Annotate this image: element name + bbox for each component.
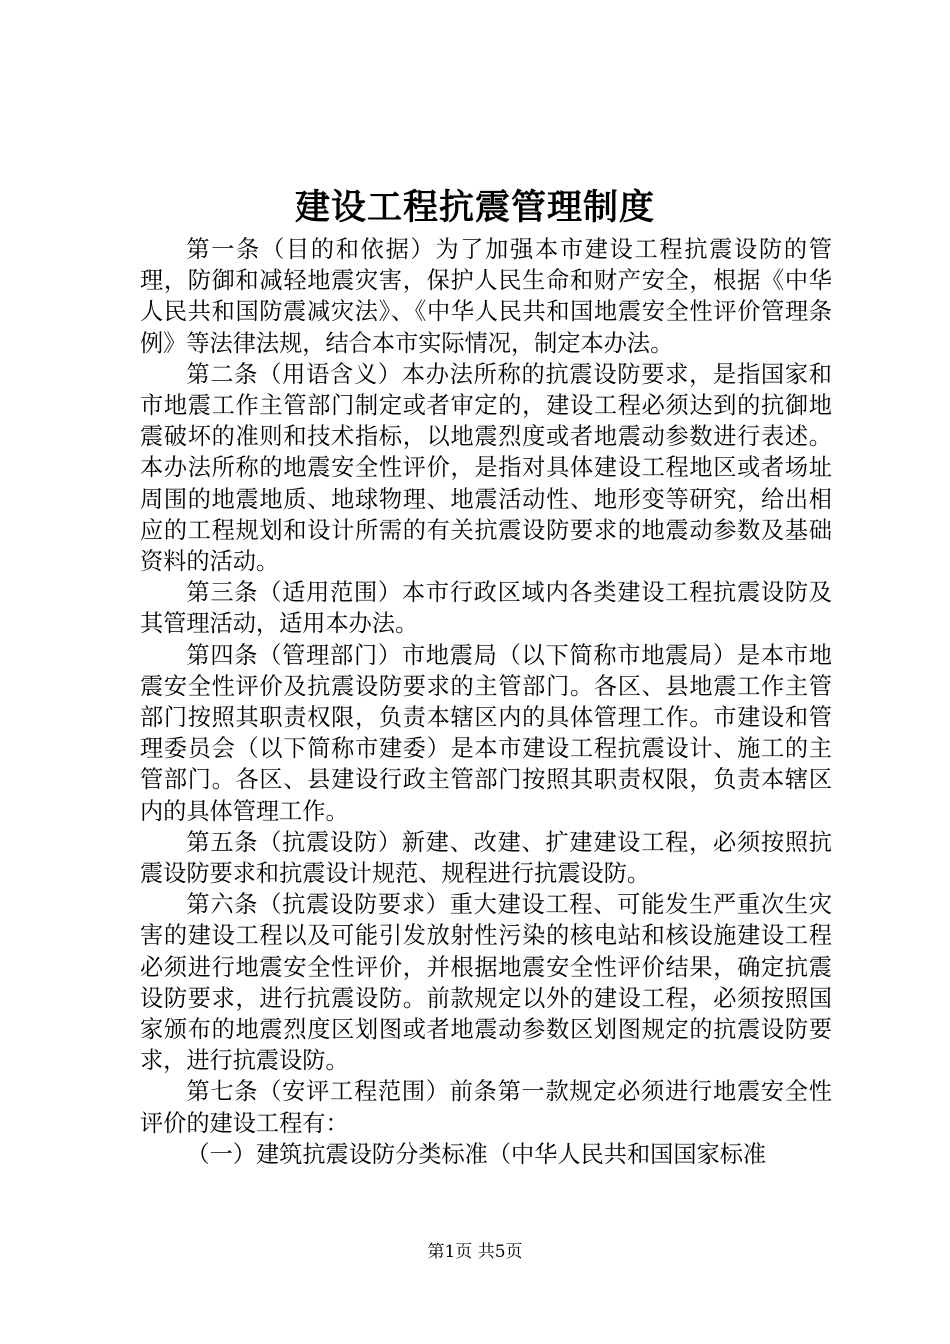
paragraph-article-4: 第四条（管理部门）市地震局（以下简称市地震局）是本市地震安全性评价及抗震设防要求的主管部门。各区、县地震工作主管部门按照其职责权限，负责本辖区内的具体管理工作。市建设和管理委员会（以下简称市建委）是本市建设工程抗震设计、施工的主管部门。各区、县建设行政主管部门按照其职责权限，负责本辖区内的具体管理工作。 (140, 641, 832, 825)
paragraph-article-1: 第一条（目的和依据）为了加强本市建设工程抗震设防的管理，防御和减轻地震灾害，保护人民生命和财产安全，根据《中华人民共和国防震减灾法》、《中华人民共和国地震安全性评价管理条例》等法律法规，结合本市实际情况，制定本办法。 (140, 236, 832, 357)
paragraph-article-7: 第七条（安评工程范围）前条第一款规定必须进行地震安全性评价的建设工程有： (140, 1078, 832, 1137)
paragraph-article-3: 第三条（适用范围）本市行政区域内各类建设工程抗震设防及其管理活动，适用本办法。 (140, 579, 832, 638)
document-title: 建设工程抗震管理制度 (294, 187, 655, 228)
paragraph-article-2: 第二条（用语含义）本办法所称的抗震设防要求，是指国家和市地震工作主管部门制定或者审定的，建设工程必须达到的抗御地震破坏的准则和技术指标，以地震烈度或者地震动参数进行表述。本办法所称的地震安全性评价，是指对具体建设工程地区或者场址周围的地震地质、地球物理、地震活动性、地形变等研究，给出相应的工程规划和设计所需的有关抗震设防要求的地震动参数及基础资料的活动。 (140, 360, 832, 576)
paragraph-article-5: 第五条（抗震设防）新建、改建、扩建建设工程，必须按照抗震设防要求和抗震设计规范、规程进行抗震设防。 (140, 828, 832, 888)
paragraph-item-1: （一）建筑抗震设防分类标准（中华人民共和国国家标准 (186, 1140, 767, 1168)
paragraph-article-6: 第六条（抗震设防要求）重大建设工程、可能发生严重次生灾害的建设工程以及可能引发放射性污染的核电站和核设施建设工程必须进行地震安全性评价，并根据地震安全性评价结果，确定抗震设防要求，进行抗震设防。前款规定以外的建设工程，必须按照国家颁布的地震烈度区划图或者地震动参数区划图规定的抗震设防要求，进行抗震设防。 (140, 891, 832, 1075)
page-number-footer: 第1页 共5页 (427, 1242, 523, 1262)
document-body (140, 234, 832, 1170)
